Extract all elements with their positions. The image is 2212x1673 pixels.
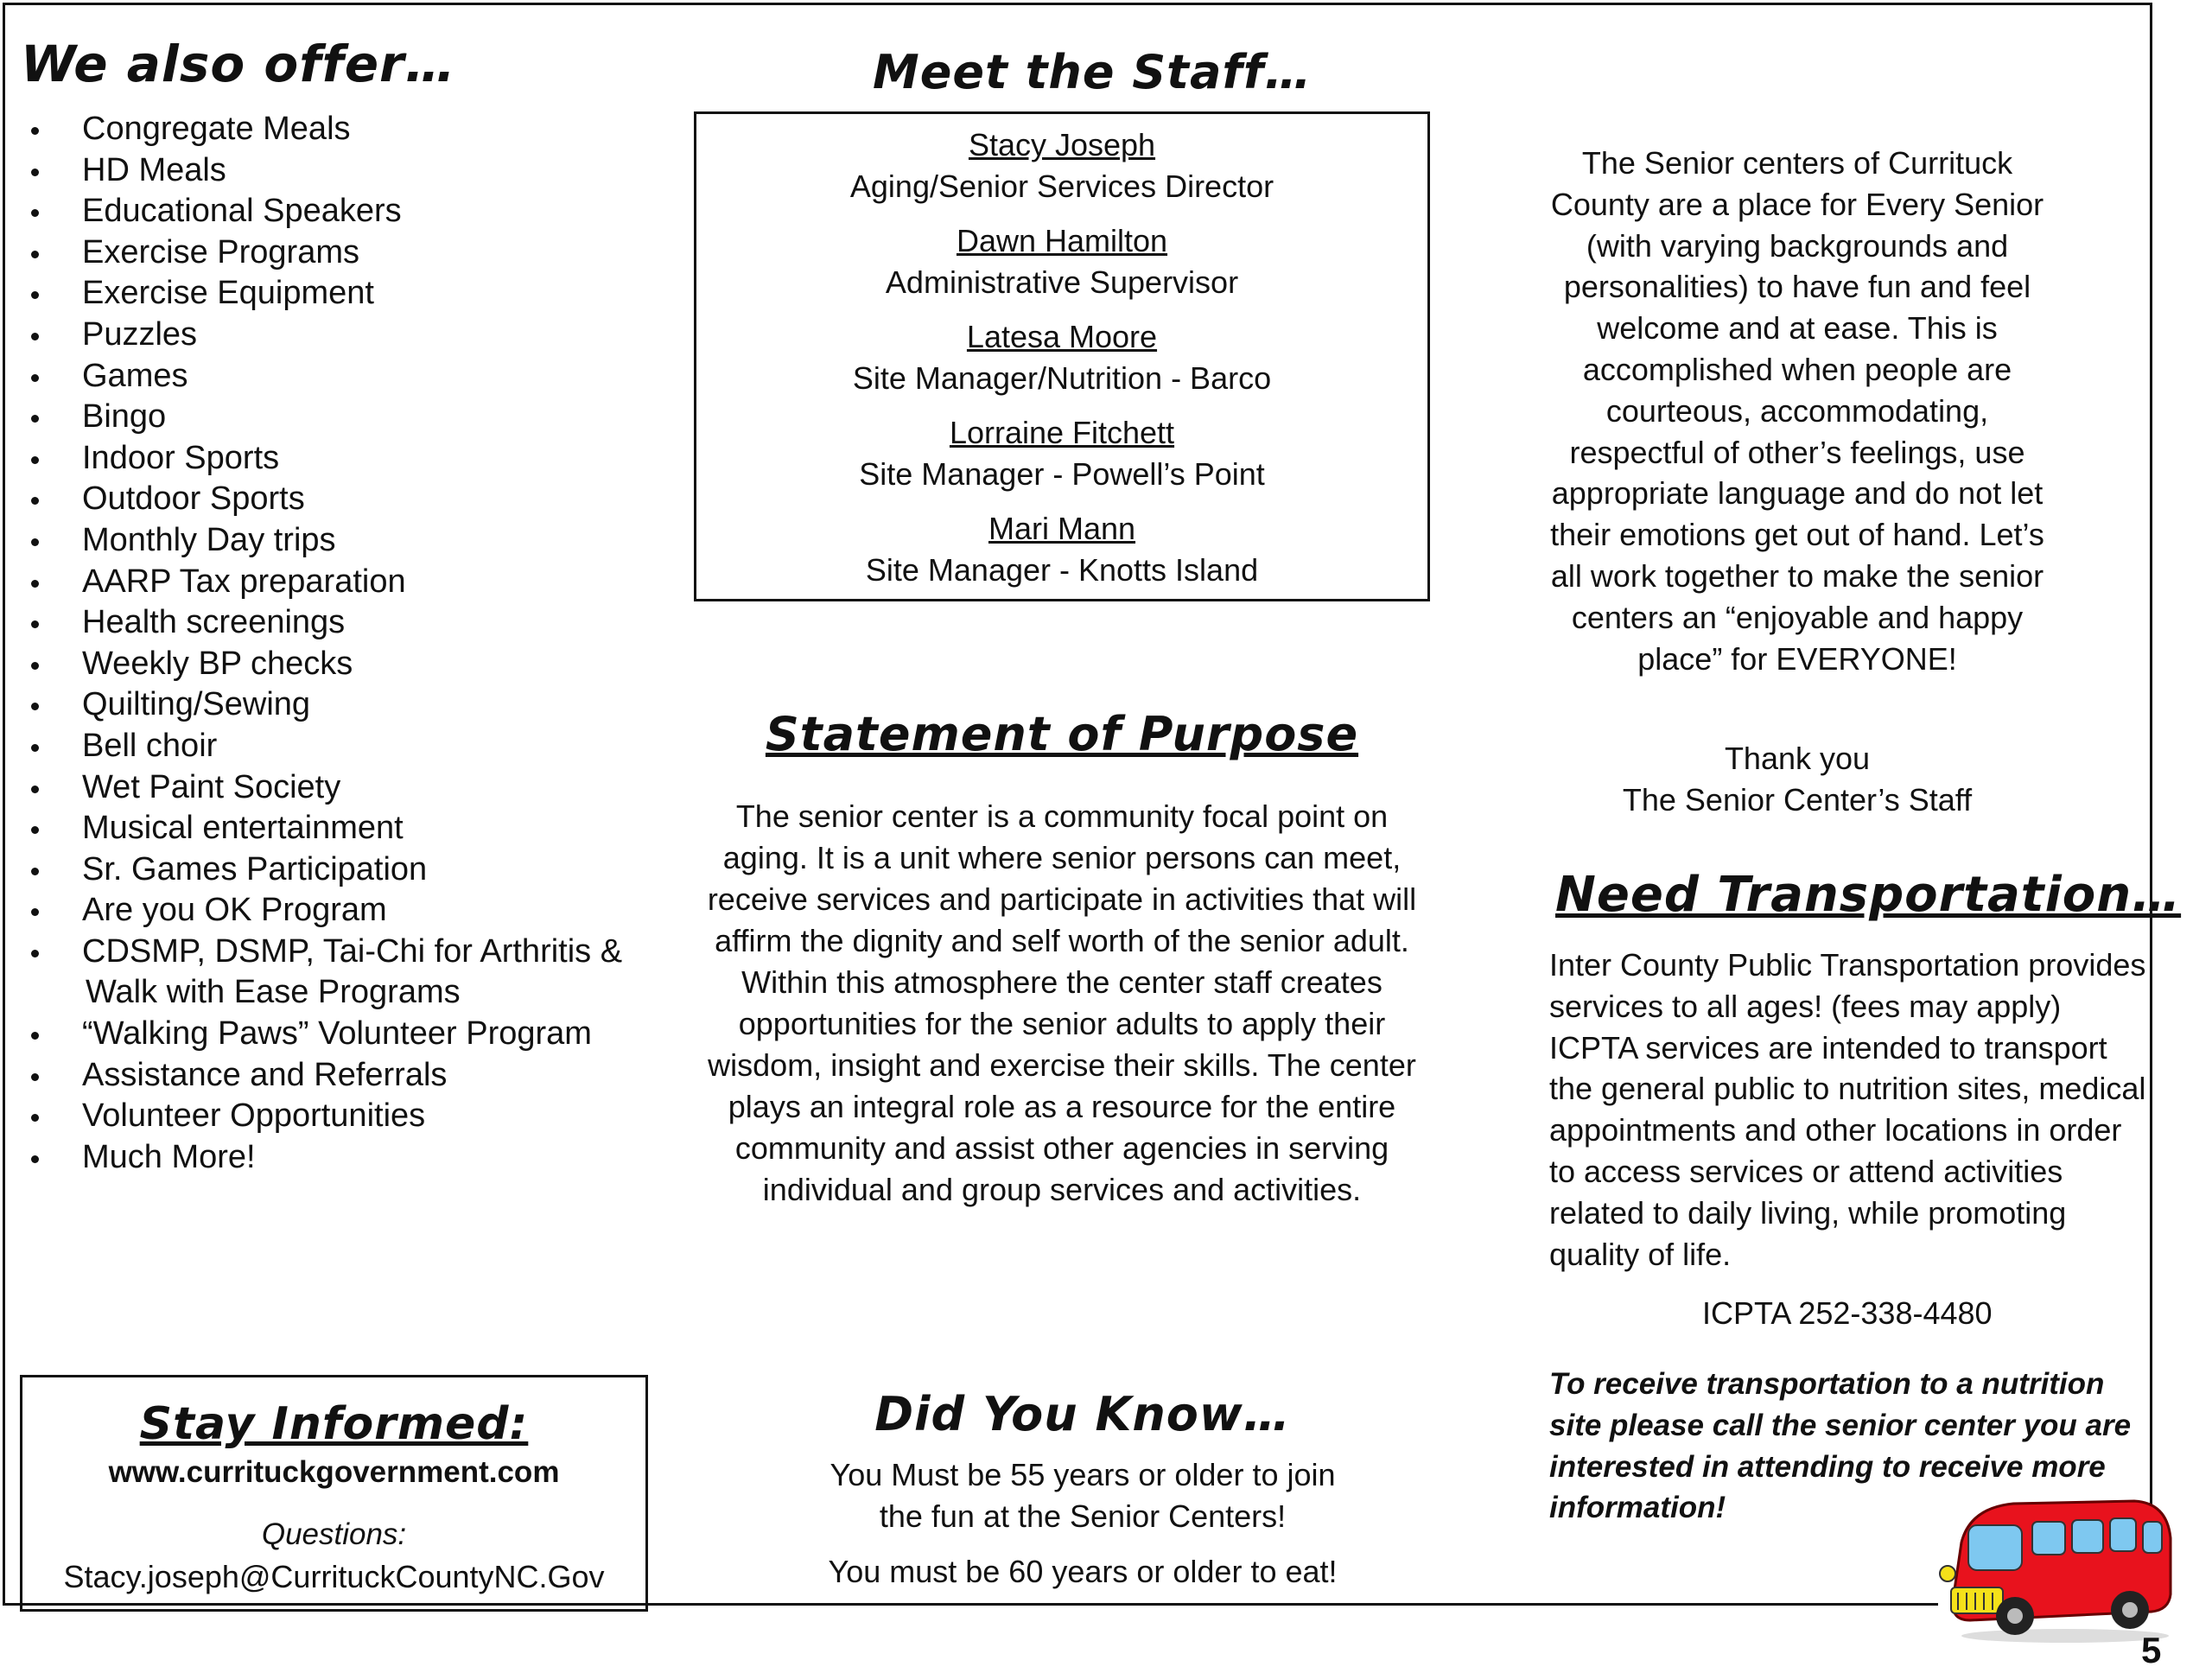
- staff-name: Stacy Joseph: [968, 127, 1156, 162]
- know-line: You Must be 55 years or older to join: [830, 1457, 1336, 1492]
- transport-note: To receive transportation to a nutrition site please call the senior center you are interested in attending to receive more information!: [1549, 1367, 2132, 1525]
- offer-list: [26, 109, 622, 1178]
- icpta-phone: ICPTA 252-338-4480: [1702, 1295, 1993, 1331]
- list-item: Bingo: [26, 397, 622, 438]
- list-item: Much More!: [26, 1137, 622, 1179]
- list-item: Exercise Programs: [26, 232, 622, 274]
- list-item: AARP Tax preparation: [26, 562, 622, 603]
- stay-title: Stay Informed:: [139, 1398, 529, 1450]
- list-item: Indoor Sports: [26, 438, 622, 480]
- staff-box: [694, 111, 1430, 601]
- list-item: Congregate Meals: [26, 109, 622, 150]
- staff-member: [696, 124, 1427, 207]
- thanks-line: Thank you: [1724, 741, 1871, 776]
- staff-role: Site Manager - Powell’s Point: [859, 456, 1265, 492]
- staff-name: Latesa Moore: [966, 319, 1158, 354]
- staff-name: Dawn Hamilton: [956, 223, 1168, 258]
- list-item: Musical entertainment: [26, 808, 622, 849]
- staff-role: Aging/Senior Services Director: [849, 169, 1274, 204]
- staff-name: Mari Mann: [988, 511, 1136, 546]
- list-item: Are you OK Program: [26, 890, 622, 932]
- list-item: Monthly Day trips: [26, 520, 622, 562]
- staff-role: Administrative Supervisor: [885, 264, 1239, 300]
- list-item: Weekly BP checks: [26, 644, 622, 685]
- staff-member: [696, 220, 1427, 303]
- seniors-text: The Senior centers of Currituck County are a place for Every Senior (with varying backgrounds and personalities) to have fun and feel welcome and at ease. This is accomplished when people are courteous, accommodating, respectful of other’s feelings, use appropriate language and do not let their emotions get out of hand. Let’s all work together to make the senior centers an “enjoyable and happy place” for EVERYONE!: [1550, 145, 2044, 677]
- email-link[interactable]: Stacy.joseph@CurrituckCountyNC.Gov: [63, 1559, 605, 1594]
- list-item: Assistance and Referrals: [26, 1055, 622, 1097]
- know-title: Did You Know…: [874, 1387, 1291, 1441]
- list-item: Bell choir: [26, 726, 622, 767]
- list-item-continuation: Walk with Ease Programs: [86, 974, 461, 1011]
- staff-role: Site Manager - Knotts Island: [865, 552, 1259, 588]
- questions-label: Questions:: [261, 1517, 407, 1551]
- list-item: Puzzles: [26, 315, 622, 356]
- staff-member: [696, 412, 1427, 495]
- offer-title: We also offer…: [21, 35, 456, 93]
- stay-informed-box: [20, 1375, 648, 1612]
- list-item: HD Meals: [26, 150, 622, 192]
- list-item: CDSMP, DSMP, Tai-Chi for Arthritis & Walk with Ease Programs: [26, 932, 622, 1014]
- list-item: Quilting/Sewing: [26, 684, 622, 726]
- list-item: Volunteer Opportunities: [26, 1096, 622, 1137]
- staff-role: Site Manager/Nutrition - Barco: [852, 360, 1272, 396]
- list-item: Exercise Equipment: [26, 273, 622, 315]
- list-item: “Walking Paws” Volunteer Program: [26, 1014, 622, 1055]
- signoff-line: The Senior Center’s Staff: [1622, 782, 1973, 817]
- list-item: Outdoor Sports: [26, 479, 622, 520]
- staff-member: [696, 316, 1427, 399]
- list-item: Sr. Games Participation: [26, 849, 622, 891]
- page-number: 5: [2141, 1630, 2162, 1670]
- transport-title: Need Transportation…: [1555, 867, 2182, 923]
- staff-member: [696, 508, 1427, 591]
- list-item: Games: [26, 356, 622, 398]
- transport-text: Inter County Public Transportation provides services to all ages! (fees may apply) ICPTA services are intended to transport the general public to nutrition sites, medical appointments and other locations in order to access services or attend activities related to daily living, while promoting quality of life.: [1549, 947, 2146, 1272]
- purpose-title: Statement of Purpose: [765, 707, 1359, 761]
- list-item: Wet Paint Society: [26, 767, 622, 809]
- purpose-text: The senior center is a community focal point on aging. It is a unit where senior persons can meet, receive services and participate in activities that will affirm the dignity and self worth of the senior adult. Within this atmosphere the center staff creates opportunities for the senior adults to apply their wisdom, insight and exercise their skills. The center plays an integral role as a resource for the entire community and assist other agencies in serving individual and group services and activities.: [707, 798, 1417, 1207]
- know-line: the fun at the Senior Centers!: [879, 1498, 1287, 1534]
- thanks-block: [1538, 738, 2056, 821]
- bus-icon: [1936, 1491, 2177, 1646]
- website-link[interactable]: www.currituckgovernment.com: [108, 1455, 560, 1489]
- know-line: You must be 60 years or older to eat!: [828, 1554, 1338, 1589]
- list-item: Health screenings: [26, 602, 622, 644]
- list-item: Educational Speakers: [26, 191, 622, 232]
- staff-name: Lorraine Fitchett: [949, 415, 1175, 450]
